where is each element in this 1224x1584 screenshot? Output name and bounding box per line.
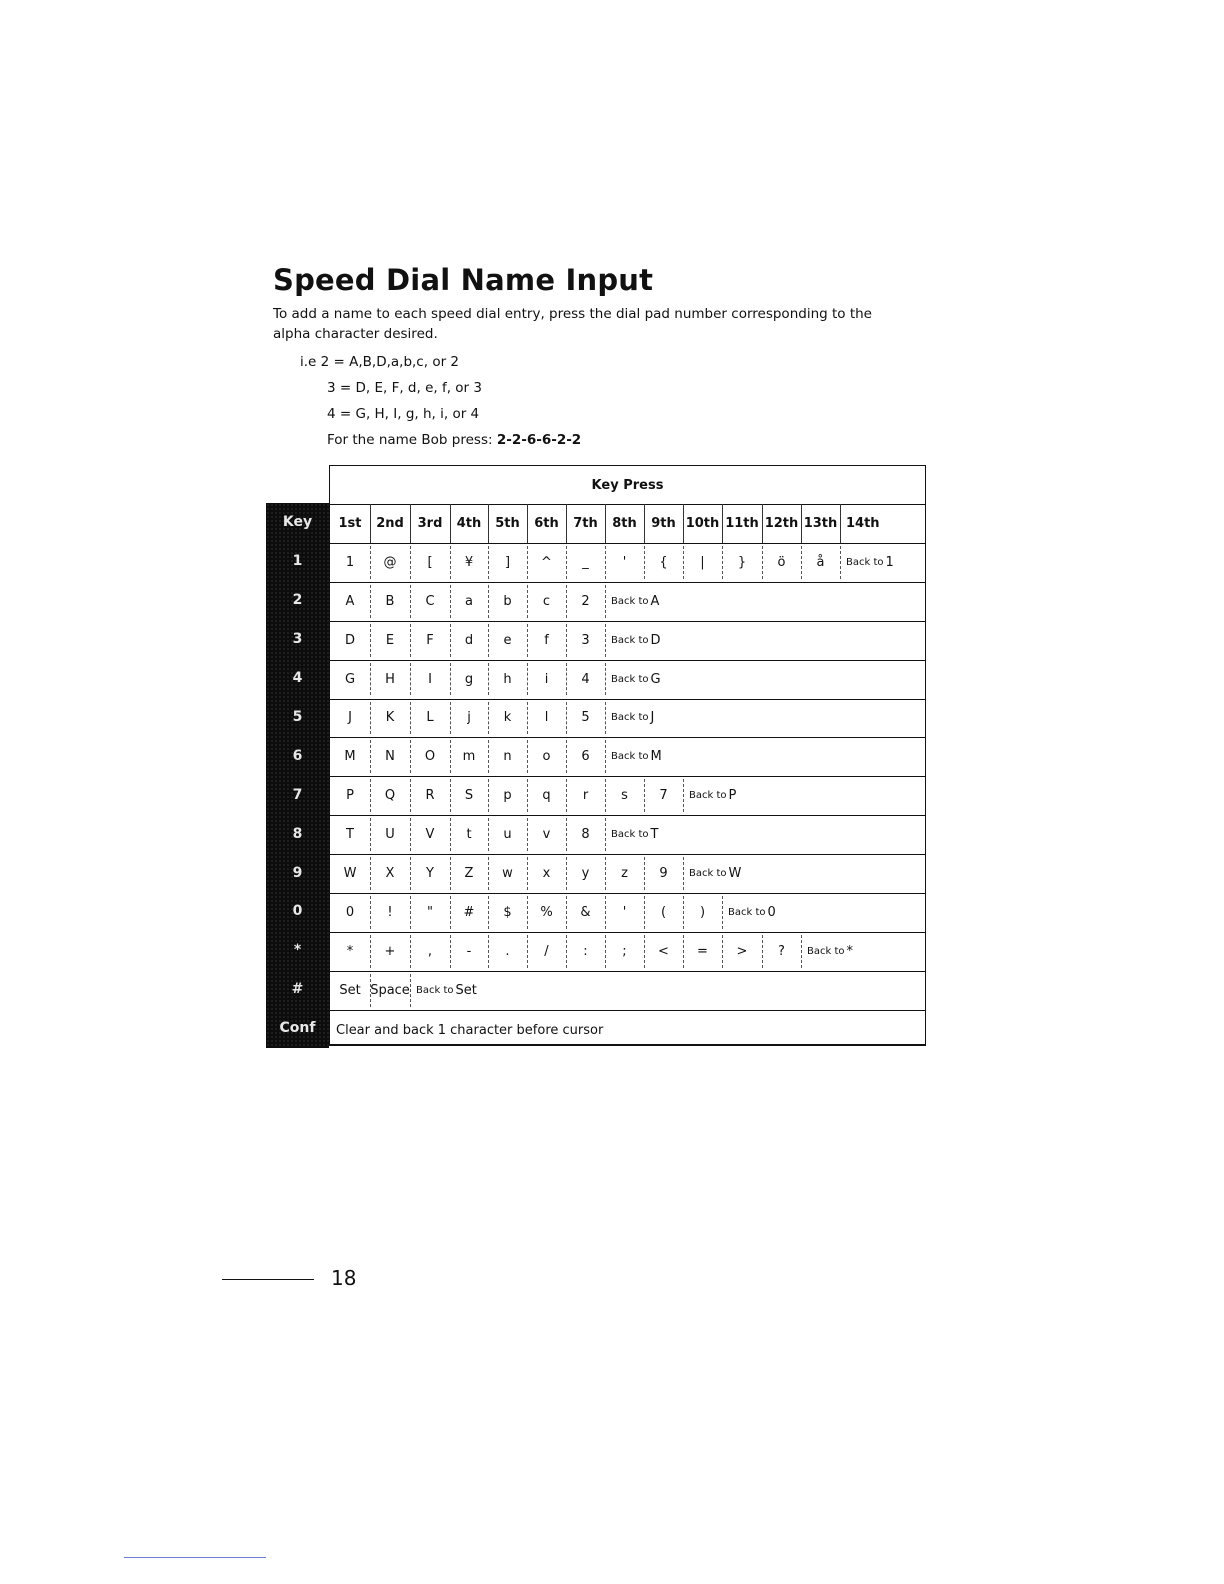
char-cell: 6 [581, 749, 590, 765]
cell-divider [566, 740, 567, 773]
char-cell: Y [426, 866, 434, 882]
char-cell: h [503, 671, 512, 687]
back-to-cell [840, 543, 927, 582]
cell-divider [527, 702, 528, 735]
cell-divider [527, 896, 528, 929]
cell-divider [410, 546, 411, 579]
ordinal-header-14th: 14th [846, 515, 880, 531]
cell-divider [370, 740, 371, 773]
char-cell: ' [622, 904, 627, 920]
cell-divider [450, 935, 451, 968]
key-label-1: 1 [292, 553, 303, 570]
cell-divider [370, 663, 371, 696]
cell-divider [605, 857, 606, 890]
cell-divider [566, 546, 567, 579]
cell-divider [370, 702, 371, 735]
char-cell: | [700, 554, 705, 570]
char-cell: _ [582, 554, 589, 570]
ordinal-header-13th: 13th [803, 515, 838, 531]
char-cell: Z [464, 866, 474, 882]
back-to-target: 1 [885, 554, 894, 570]
char-cell: . [505, 943, 510, 959]
char-cell: & [580, 904, 591, 920]
char-cell: J [348, 710, 352, 726]
char-cell: j [467, 710, 471, 726]
column-divider [410, 504, 411, 543]
cell-divider [410, 857, 411, 890]
cell-divider [527, 740, 528, 773]
char-cell: V [425, 827, 435, 843]
cell-divider [488, 935, 489, 968]
cell-divider [605, 935, 606, 968]
cell-divider [450, 896, 451, 929]
cell-divider [566, 857, 567, 890]
column-divider [762, 504, 763, 543]
char-cell: X [385, 866, 395, 882]
cell-divider [410, 818, 411, 851]
cell-divider [527, 585, 528, 618]
char-cell: o [542, 749, 551, 765]
cell-divider [488, 818, 489, 851]
back-to-cell [605, 660, 927, 699]
key-label-2: 2 [292, 592, 303, 609]
footer-rule [222, 1279, 314, 1280]
cell-divider [566, 818, 567, 851]
back-to-cell [605, 699, 927, 738]
cell-divider [488, 585, 489, 618]
char-cell: ¥ [464, 554, 474, 570]
back-to-target: D [650, 632, 661, 648]
char-cell: q [542, 788, 551, 804]
char-cell: U [385, 827, 395, 843]
cell-divider [450, 585, 451, 618]
char-cell: L [426, 710, 434, 726]
char-cell: E [385, 632, 395, 648]
cell-divider [527, 624, 528, 657]
column-divider [644, 504, 645, 543]
char-cell: , [427, 943, 433, 959]
ordinal-header-5th: 5th [495, 515, 520, 531]
char-cell: ) [699, 904, 706, 920]
cell-divider [644, 779, 645, 812]
cell-divider [762, 546, 763, 579]
char-cell: 8 [581, 827, 590, 843]
ordinal-header-12th: 12th [764, 515, 799, 531]
back-to-prefix: Back to [728, 906, 766, 918]
cell-divider [488, 779, 489, 812]
back-to-prefix: Back to [611, 829, 649, 841]
cell-divider [566, 663, 567, 696]
cell-divider [527, 546, 528, 579]
cell-divider [527, 857, 528, 890]
char-cell: + [384, 943, 396, 959]
cell-divider [566, 585, 567, 618]
char-cell: D [344, 632, 355, 648]
char-cell: < [658, 943, 669, 959]
ordinal-header-3rd: 3rd [417, 515, 443, 531]
cell-divider [410, 702, 411, 735]
ordinal-header-10th: 10th [685, 515, 720, 531]
column-divider [605, 504, 606, 543]
example-line-2: 3 = D, E, F, d, e, f, or 3 [327, 380, 482, 396]
back-to-prefix: Back to [611, 634, 649, 646]
key-label-6: 6 [292, 747, 303, 764]
char-cell: 5 [581, 710, 590, 726]
key-label-4: 4 [292, 670, 303, 687]
ordinal-header-2nd: 2nd [376, 515, 404, 531]
char-cell: 9 [659, 866, 668, 882]
back-to-prefix: Back to [611, 751, 649, 763]
char-cell: k [503, 710, 512, 726]
cell-divider [605, 896, 606, 929]
char-cell: C [425, 593, 435, 609]
cell-divider [450, 624, 451, 657]
cell-divider [488, 740, 489, 773]
cell-divider [605, 546, 606, 579]
char-cell: $ [503, 904, 512, 920]
cell-divider [683, 896, 684, 929]
cell-divider [450, 546, 451, 579]
cell-divider [370, 585, 371, 618]
cell-divider [527, 663, 528, 696]
cell-divider [370, 896, 371, 929]
char-cell: ? [778, 943, 785, 959]
key-label-conf: Conf [279, 1020, 316, 1037]
back-to-cell [605, 621, 927, 660]
cell-divider [722, 935, 723, 968]
char-cell: % [540, 904, 553, 920]
cell-divider [410, 663, 411, 696]
cell-divider [370, 935, 371, 968]
char-cell: * [346, 943, 354, 959]
cell-divider [644, 857, 645, 890]
back-to-cell [605, 737, 927, 776]
char-cell: x [542, 866, 551, 882]
cell-divider [488, 702, 489, 735]
back-to-target: 0 [767, 904, 776, 920]
cell-divider [683, 546, 684, 579]
back-to-prefix: Back to [416, 984, 454, 996]
char-cell: s [621, 788, 628, 804]
cell-divider [370, 779, 371, 812]
key-header: Key [282, 514, 313, 531]
ordinal-header-11th: 11th [725, 515, 759, 531]
char-cell: ] [504, 554, 511, 570]
cell-divider [410, 779, 411, 812]
char-cell: } [737, 554, 747, 570]
back-to-target: W [728, 866, 742, 882]
back-to-target: * [846, 943, 853, 959]
char-cell: 1 [345, 554, 355, 570]
char-cell: l [544, 710, 549, 726]
cell-divider [370, 546, 371, 579]
cell-divider [566, 935, 567, 968]
char-cell: e [503, 632, 512, 648]
back-to-prefix: Back to [611, 595, 649, 607]
key-label-5: 5 [292, 708, 303, 725]
char-cell: 3 [581, 632, 590, 648]
char-cell: H [385, 671, 395, 687]
ordinal-header-1st: 1st [338, 515, 362, 531]
char-cell: I [428, 671, 432, 687]
back-to-cell [683, 854, 927, 893]
back-to-prefix: Back to [689, 790, 727, 802]
cell-divider [566, 702, 567, 735]
back-to-prefix: Back to [611, 673, 649, 685]
cell-divider [762, 935, 763, 968]
column-divider [566, 504, 567, 543]
back-to-target: Set [455, 982, 477, 998]
char-cell: z [621, 866, 628, 882]
char-cell: f [544, 632, 549, 648]
cell-divider [410, 624, 411, 657]
example-key-sequence: 2-2-6-6-2-2 [496, 432, 582, 448]
back-to-target: G [650, 671, 661, 687]
char-cell: @ [383, 554, 397, 570]
cell-divider [605, 779, 606, 812]
back-to-prefix: Back to [689, 868, 727, 880]
char-cell: { [659, 554, 668, 570]
column-divider [722, 504, 723, 543]
char-cell: w [502, 866, 513, 882]
char-cell: = [697, 943, 708, 959]
back-to-target: J [650, 710, 655, 726]
char-cell: å [816, 554, 825, 570]
conf-note: Clear and back 1 character before cursor [336, 1023, 604, 1039]
cell-divider [370, 974, 371, 1007]
column-divider [527, 504, 528, 543]
back-to-prefix: Back to [846, 556, 884, 568]
ordinal-header-6th: 6th [534, 515, 559, 531]
key-label-star: * [293, 942, 302, 959]
cell-divider [644, 546, 645, 579]
cell-divider [450, 779, 451, 812]
cell-divider [722, 546, 723, 579]
char-cell: v [542, 827, 551, 843]
key-press-table [329, 465, 926, 1046]
cell-divider [488, 546, 489, 579]
key-label-7: 7 [292, 786, 303, 803]
char-cell: G [344, 671, 356, 687]
char-cell: # [463, 904, 475, 920]
key-label-8: 8 [292, 825, 303, 842]
char-cell: ^ [541, 554, 552, 570]
back-to-cell [683, 776, 927, 815]
char-cell: i [544, 671, 549, 687]
char-cell: N [385, 749, 395, 765]
char-cell: Space [370, 982, 410, 998]
char-cell: F [426, 632, 434, 648]
char-cell: - [466, 943, 472, 959]
cell-divider [644, 896, 645, 929]
cell-divider [644, 935, 645, 968]
char-cell: K [385, 710, 395, 726]
back-to-prefix: Back to [611, 712, 649, 724]
char-cell: P [346, 788, 354, 804]
back-to-target: T [650, 827, 659, 843]
char-cell: p [503, 788, 512, 804]
intro-paragraph: To add a name to each speed dial entry, press the dial pad number corresponding to the alpha character desired. [273, 306, 872, 342]
cell-divider [450, 663, 451, 696]
ordinal-header-8th: 8th [612, 515, 637, 531]
cell-divider [527, 818, 528, 851]
char-cell: n [503, 749, 512, 765]
cell-divider [488, 624, 489, 657]
cell-divider [450, 818, 451, 851]
cell-divider [370, 624, 371, 657]
char-cell: 2 [581, 593, 590, 609]
char-cell: W [343, 866, 357, 882]
cell-divider [527, 935, 528, 968]
back-to-cell [801, 932, 927, 971]
example-line-4 [300, 427, 581, 453]
example-line-3: 4 = G, H, I, g, h, i, or 4 [327, 406, 480, 422]
cell-divider [450, 857, 451, 890]
char-cell: A [345, 593, 355, 609]
column-divider [370, 504, 371, 543]
char-cell: ( [660, 904, 667, 920]
char-cell: y [581, 866, 590, 882]
column-divider [488, 504, 489, 543]
char-cell: t [466, 827, 472, 843]
key-label-0: 0 [292, 903, 303, 920]
cell-divider [566, 624, 567, 657]
char-cell: S [464, 788, 474, 804]
char-cell: m [462, 749, 476, 765]
back-to-cell [722, 893, 927, 932]
cell-divider [566, 779, 567, 812]
ordinal-header-9th: 9th [651, 515, 676, 531]
cell-divider [410, 896, 411, 929]
char-cell: : [583, 943, 588, 959]
cell-divider [566, 896, 567, 929]
char-cell: Q [384, 788, 396, 804]
char-cell: r [582, 788, 589, 804]
bottom-rule [124, 1557, 266, 1558]
cell-divider [410, 585, 411, 618]
back-to-prefix: Back to [807, 945, 845, 957]
page-number: 18 [331, 1266, 357, 1290]
char-cell: " [427, 904, 433, 920]
char-cell: / [544, 943, 549, 959]
back-to-target: M [650, 749, 662, 765]
char-cell: 7 [659, 788, 668, 804]
key-label-hash: # [291, 981, 304, 998]
example-line-1: i.e 2 = A,B,D,a,b,c, or 2 [300, 354, 460, 370]
back-to-cell [410, 971, 927, 1010]
char-cell: ! [387, 904, 393, 920]
cell-divider [488, 896, 489, 929]
char-cell: B [385, 593, 395, 609]
cell-divider [683, 935, 684, 968]
key-column [266, 503, 329, 1048]
char-cell: T [346, 827, 354, 843]
char-cell: R [425, 788, 435, 804]
cell-divider [410, 740, 411, 773]
column-divider [801, 504, 802, 543]
char-cell: u [503, 827, 512, 843]
char-cell: > [736, 943, 748, 959]
page-title: Speed Dial Name Input [273, 263, 654, 297]
char-cell: 4 [581, 671, 590, 687]
back-to-cell [605, 582, 927, 621]
back-to-cell [605, 815, 927, 854]
column-divider [683, 504, 684, 543]
char-cell: M [344, 749, 356, 765]
char-cell: [ [427, 554, 433, 570]
char-cell: ö [777, 554, 786, 570]
column-divider [840, 504, 841, 543]
cell-divider [370, 818, 371, 851]
char-cell: b [503, 593, 512, 609]
cell-divider [801, 546, 802, 579]
char-cell: g [464, 671, 474, 687]
key-label-3: 3 [292, 631, 303, 648]
char-cell: d [464, 632, 474, 648]
back-to-target: P [728, 788, 737, 804]
cell-divider [410, 935, 411, 968]
cell-divider [450, 740, 451, 773]
key-press-title: Key Press [591, 477, 664, 493]
example-line-4-text: For the name Bob press: [327, 432, 497, 448]
char-cell: Set [339, 982, 361, 998]
char-cell: a [465, 593, 473, 609]
char-cell: ' [622, 554, 627, 570]
cell-divider [450, 702, 451, 735]
column-divider [450, 504, 451, 543]
cell-divider [527, 779, 528, 812]
key-label-9: 9 [292, 864, 303, 881]
cell-divider [370, 857, 371, 890]
ordinal-header-4th: 4th [456, 515, 482, 531]
cell-divider [488, 663, 489, 696]
ordinal-header-7th: 7th [573, 515, 598, 531]
char-cell: c [542, 593, 551, 609]
char-cell: 0 [345, 904, 355, 920]
cell-divider [488, 857, 489, 890]
char-cell: O [424, 749, 436, 765]
back-to-target: A [650, 593, 660, 609]
examples-block [300, 349, 581, 453]
char-cell: ; [622, 943, 627, 959]
